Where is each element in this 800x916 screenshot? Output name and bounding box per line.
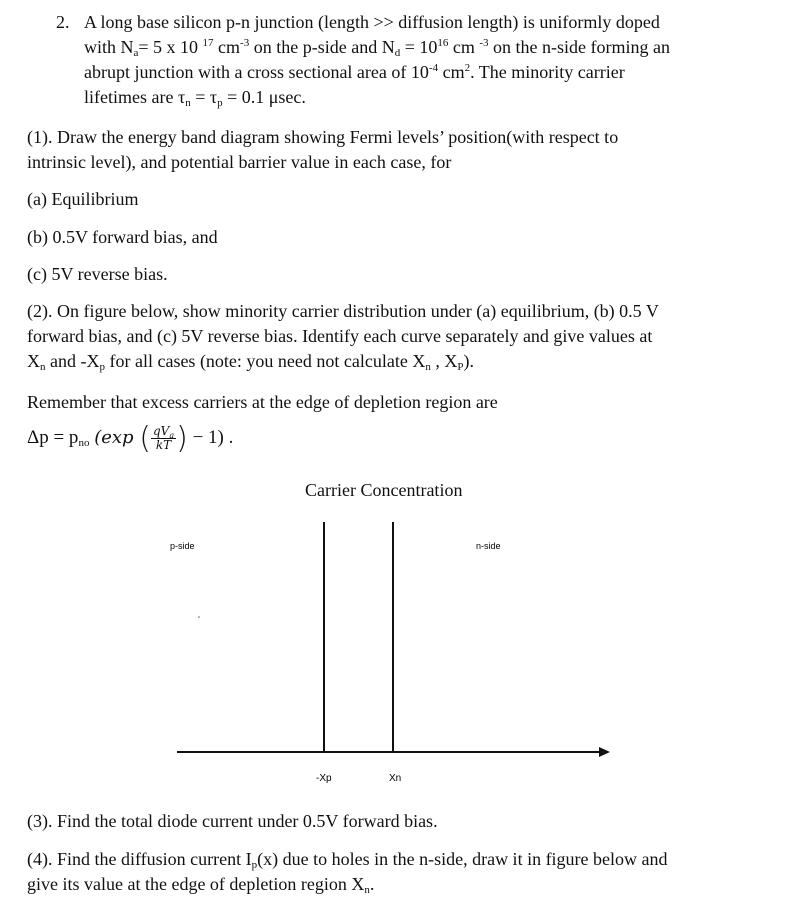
intro-line-4: lifetimes are $\tau_n = \tau_p = 0.1$ μsec. — [84, 87, 306, 109]
part1-line-1: (1). Draw the energy band diagram showing Fermi levels’ position(with respect to — [27, 127, 619, 147]
x-axis-arrowhead — [599, 747, 610, 757]
intro-line-2: with $N_a= 5$ x 10 $^{17}$ $cm^{-3}$ on the p-side and $N_d = 10^{16}$ cm $^{-3}$ on the n-side forming an — [84, 37, 670, 59]
part4-prompt — [27, 847, 777, 897]
part2-line-2: forward bias, and (c) 5V reverse bias. Identify each curve separately and give values at — [27, 326, 653, 346]
question-number: 2. — [56, 12, 70, 32]
excess-carrier-formula: $\Delta p = p_{no}$ (exp ( $\frac{qV_a}{kT}$ ) − 1) . — [27, 421, 234, 456]
remember-note: Remember that excess carriers at the edge of depletion region are — [27, 392, 498, 412]
intro-line-3: abrupt junction with a cross sectional area of $10^{-4}$ $cm^2$. The minority carrier — [84, 62, 625, 82]
part1-item-a: (a) Equilibrium — [27, 189, 139, 209]
part1-item-b: (b) 0.5V forward bias, and — [27, 227, 218, 247]
xn-label: Xn — [389, 773, 402, 784]
stray-dot — [198, 616, 200, 618]
part1-line-2: intrinsic level), and potential barrier value in each case, for — [27, 152, 452, 172]
neg-xp-label: -Xp — [316, 773, 332, 784]
part4-line-2: give its value at the edge of depletion region $X_n$. — [27, 874, 375, 896]
n-side-label: n-side — [476, 541, 501, 551]
intro-line-1: A long base silicon p-n junction (length >> diffusion length) is uniformly doped — [84, 12, 660, 32]
part2-line-3: $X_n$ and $-X_p$ for all cases (note: you need not calculate $X_n$ , $X_P$). — [27, 351, 474, 373]
formula-fraction: $\frac{qV_a}{kT}$ — [152, 424, 175, 453]
p-side-label: p-side — [170, 541, 195, 551]
part4-line-1: (4). Find the diffusion current $I_p(x)$ due to holes in the n-side, draw it in figure below and — [27, 849, 668, 871]
part2-line-1: (2). On figure below, show minority carrier distribution under (a) equilibrium, (b) 0.5 V — [27, 301, 659, 321]
part3-prompt: (3). Find the total diode current under 0.5V forward bias. — [27, 811, 438, 831]
part1-item-c: (c) 5V reverse bias. — [27, 264, 168, 284]
figure-title: Carrier Concentration — [305, 480, 463, 500]
